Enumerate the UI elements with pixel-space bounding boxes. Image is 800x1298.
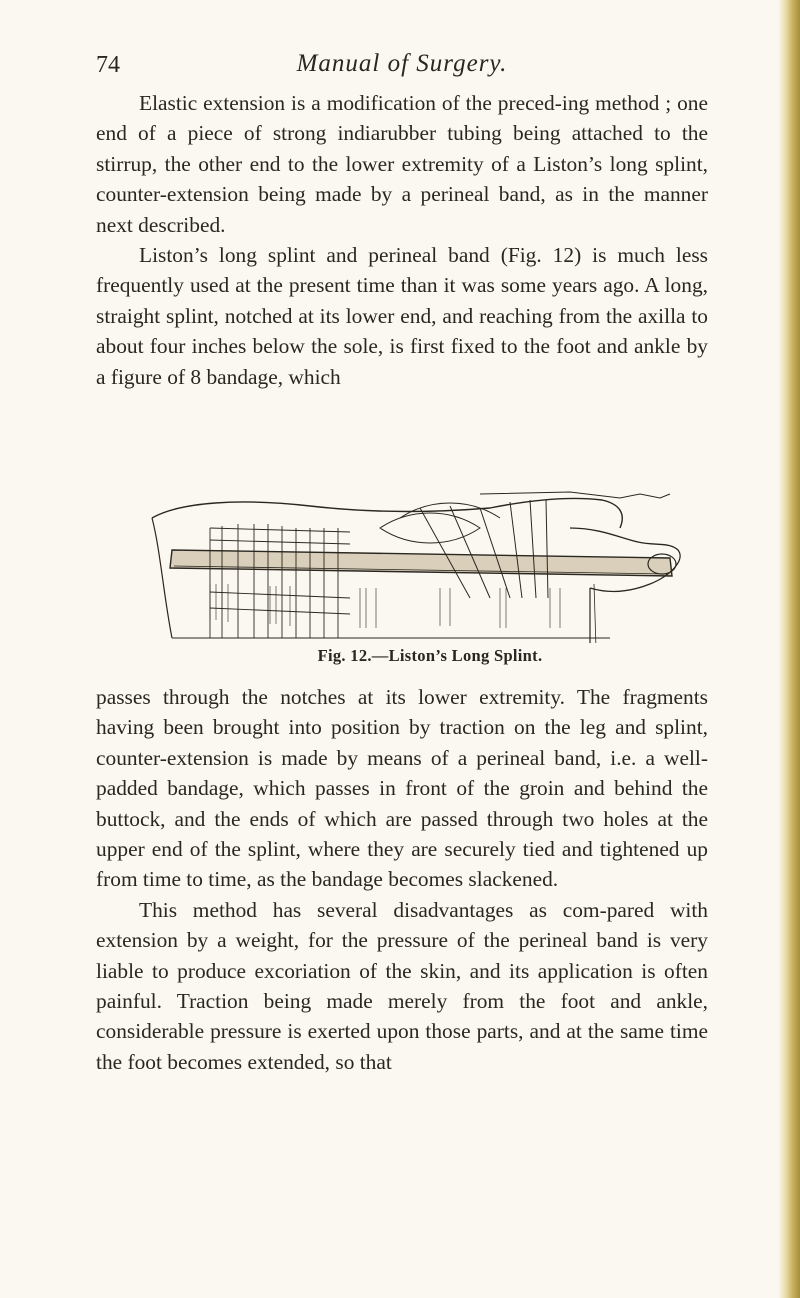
page-edge bbox=[778, 0, 800, 1298]
running-head: Manual of Surgery. bbox=[296, 50, 508, 77]
page-number: 74 bbox=[96, 52, 120, 78]
figure-caption: Fig. 12.—Liston’s Long Splint. bbox=[317, 646, 543, 665]
text-block-bottom bbox=[96, 682, 708, 1077]
liston-long-splint-engraving-icon bbox=[150, 488, 710, 643]
figure-liston-splint bbox=[150, 488, 710, 676]
paragraph-liston-splint: Liston’s long splint and perineal band (Fig. 12) is much less frequently used at the present time than it was some years ago. A long, straight splint, notched at its lower end, and reaching from the axilla to about four inches below the sole, is first fixed to the foot and ankle by a figure of 8 bandage, which bbox=[96, 243, 708, 389]
paragraph-elastic-extension: Elastic extension is a modification of the preced-ing method ; one end of a piece of strong indiarubber tubing being attached to the stirrup, the other end to the lower extremity of a Liston’s long splint, counter-extension being made by a perineal band, as in the manner next described. bbox=[96, 91, 708, 237]
paragraph-disadvantages: This method has several disadvantages as com-pared with extension by a weight, for the pressure of the perineal band is very liable to produce excoriation of the skin, and its application is often painful. Traction being made merely from the foot and ankle, considerable pressure is exerted upon those parts, and at the same time the foot becomes extended, so that bbox=[96, 897, 708, 1074]
paragraph-passes-through: passes through the notches at its lower extremity. The fragments having been brought into position by traction on the leg and splint, counter-extension is made by means of a perineal band, i.e. a well-padded bandage, which passes in front of the groin and behind the buttock, and the ends of which are passed through two holes at the upper end of the splint, where they are securely tied and tightened up from time to time, as the bandage becomes slackened. bbox=[96, 685, 708, 892]
page-header bbox=[96, 52, 708, 82]
text-block-top bbox=[96, 88, 708, 392]
